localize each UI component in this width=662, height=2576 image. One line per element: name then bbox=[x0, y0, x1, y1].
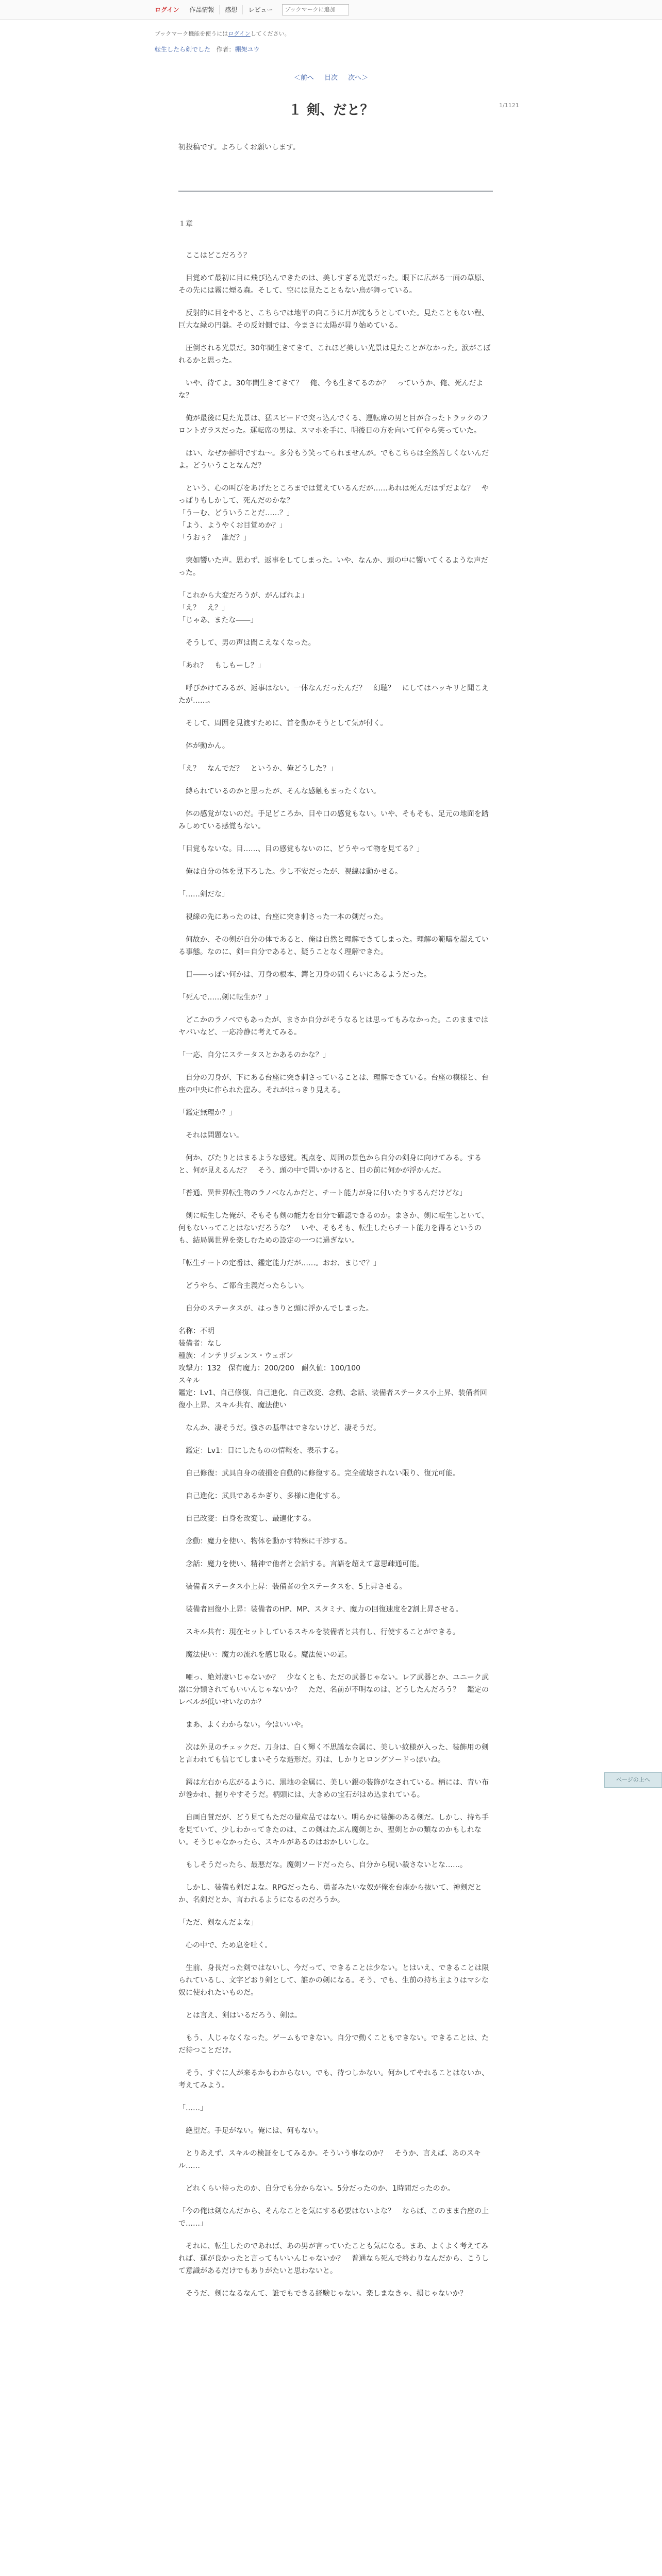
body-paragraph: もう、人じゃなくなった。ゲームもできない。自分で動くこともできない。できることは、ただ待つことだけ。 bbox=[178, 2034, 489, 2055]
body-paragraph: まあ、よくわからない。今はいいや。 bbox=[178, 1721, 308, 1729]
body-paragraph: とりあえず、スキルの検証をしてみるか。そういう事なのか？ そうか、言えば、あのスキル…… bbox=[178, 2149, 481, 2170]
nav-item-review[interactable]: レビュー bbox=[248, 6, 273, 13]
body-paragraph: 「え？ なんでだ？ というか、俺どうした？」 bbox=[178, 765, 337, 773]
body-paragraph: 自画自賛だが、どう見てもただの量産品ではない。明らかに装飾のある剣だ。しかし、持ち手を見ていて、少しわかってきたのは、この剣はたぶん魔剣とか、聖剣とかの類なのかもしれない。そうじゃなかったら、スキルがあるのはおかしいしな。 bbox=[178, 1814, 489, 1846]
bookmark-login-link[interactable]: ログイン bbox=[228, 30, 251, 37]
body-paragraph: 目――っぽい何かは、刀身の根本、鍔と刀身の間くらいにあるようだった。 bbox=[178, 971, 431, 979]
chapter-number: 1/1121 bbox=[499, 102, 519, 109]
main-column bbox=[178, 141, 493, 2300]
body-paragraph: 自己修復：武具自身の破損を自動的に修復する。完全破壊されない限り、復元可能。 bbox=[178, 1469, 460, 1478]
body-paragraph: 「死んで……剣に転生か？」 bbox=[178, 993, 272, 1002]
body-paragraph: 「転生チートの定番は、鑑定能力だが……。おお、まじで？」 bbox=[178, 1259, 380, 1267]
author-label: 作者： bbox=[216, 46, 235, 53]
body-paragraph: どこかのラノベでもあったが、まさか自分がそうなるとは思ってもみなかった。このままではヤバいなど、一応冷静に考えてみる。 bbox=[178, 1016, 488, 1037]
page-top-button[interactable]: ページの上へ bbox=[604, 1772, 662, 1788]
novel-body bbox=[178, 249, 493, 2300]
body-paragraph: それに、転生したのであれば、あの男が言っていたことも気になる。まあ、よくよく考えてみれば、運が良かったと言ってもいいんじゃないか？ 普通なら死んで終わりなんだから、こうして意識があるだけでもありがたいと思わないと。 bbox=[178, 2242, 489, 2275]
body-paragraph: 剣に転生した俺が、そもそも剣の能力を自分で確認できるのか。まさか、剣に転生しといて、何もないってことはないだろうな？ いや、そもそも、転生したらチート能力を得るというのも、結局異世界を楽しむための設定の一つに過ぎない。 bbox=[178, 1212, 489, 1245]
body-paragraph: 反射的に目をやると、こちらでは地平の向こうに月が沈もうとしていた。見たこともない程、巨大な緑の円盤。その反対側では、今まさに太陽が昇り始めている。 bbox=[178, 309, 489, 330]
body-paragraph: 念話：魔力を使い、精神で他者と会話する。言語を超えて意思疎通可能。 bbox=[178, 1560, 424, 1568]
body-paragraph: 魔法使い：魔力の流れを感じ取る。魔法使いの証。 bbox=[178, 1651, 352, 1659]
body-paragraph: しかし、装備も剣だよな。RPGだったら、勇者みたいな奴が俺を台座から抜いて、神剣だとか、名剣だとか、言われるようになるのだろうか。 bbox=[178, 1884, 482, 1904]
body-paragraph: 縛られているのかと思ったが、そんな感触もまったくない。 bbox=[178, 787, 380, 795]
body-paragraph: 圧倒される光景だ。30年間生きてきて、これほど美しい光景は見たことがなかった。涙がこぼれるかと思った。 bbox=[178, 344, 491, 365]
body-paragraph: 「……」 bbox=[178, 2104, 207, 2112]
body-paragraph: 絶望だ。手足がない。俺には、何もない。 bbox=[178, 2127, 323, 2135]
body-paragraph: 何か、ぴたりとはまるような感覚。視点を、周囲の景色から自分の剣身に向けてみる。すると、何が見えるんだ？ そう、頭の中で問いかけると、目の前に何かが浮かんだ。 bbox=[178, 1154, 482, 1175]
body-paragraph: 自分のステータスが、はっきりと頭に浮かんでしまった。 bbox=[178, 1304, 373, 1313]
next-chapter-link[interactable]: 次へ＞ bbox=[348, 74, 369, 82]
login-link[interactable]: ログイン bbox=[155, 6, 179, 13]
body-paragraph: 呼びかけてみるが、返事はない。一体なんだったんだ？ 幻聴？ にしてはハッキリと聞こえたが……。 bbox=[178, 684, 489, 705]
body-paragraph: 「普通、異世界転生物のラノベなんかだと、チート能力が身に付いたりするんだけどな」 bbox=[178, 1189, 467, 1197]
body-paragraph: 「……剣だな」 bbox=[178, 890, 229, 899]
body-paragraph: そうして、男の声は聞こえなくなった。 bbox=[178, 639, 316, 647]
body-paragraph: なんか、凄そうだ。強さの基準はできないけど、凄そうだ。 bbox=[178, 1424, 380, 1432]
body-paragraph: 俺は自分の体を見下ろした。少し不安だったが、視線は動かせる。 bbox=[178, 868, 402, 876]
body-paragraph: 次は外見のチェックだ。刀身は、白く輝く不思議な金属に、美しい紋様が入った、装飾用の剣と言われても信じてしまいそうな造形だ。刃は、しかりとロングソードっぽいね。 bbox=[178, 1743, 489, 1764]
body-paragraph: ここはどこだろう？ bbox=[178, 251, 251, 260]
body-paragraph: 自己進化：武具であるかぎり、多様に進化する。 bbox=[178, 1492, 344, 1500]
body-paragraph: 「これから大変だろうが、がんばれよ」 「え？ え？」 「じゃあ、またな――」 bbox=[178, 591, 308, 624]
body-paragraph: 体の感覚がないのだ。手足どころか、目や口の感覚もない。いや、そもそも、足元の地面を踏みしめている感覚もない。 bbox=[178, 810, 489, 831]
body-paragraph: 目覚めて最初に目に飛び込んできたのは、美しすぎる光景だった。眼下に広がる一面の草原、その先には霧に煙る森。そして、空には見たこともない鳥が舞っている。 bbox=[178, 274, 489, 295]
preface-text: 初投稿です。よろしくお願いします。 bbox=[178, 143, 300, 151]
body-paragraph: 唖っ、絶対凄いじゃないか？ 少なくとも、ただの武器じゃない。レア武器とか、ユニーク武器に分類されてもいいんじゃないか？ ただ、名前が不明なのは、どうしたんだろう？ 鑑定のレベルが低いせいなのか？ bbox=[178, 1673, 489, 1706]
body-paragraph: 何故か、その剣が自分の体であると、俺は自然と理解できてしまった。理解の範疇を超えている事態。なのに、剣＝自分であると、疑うことなく理解できた。 bbox=[178, 936, 489, 956]
body-paragraph: それは問題ない。 bbox=[178, 1131, 243, 1140]
body-paragraph: 自分の刀身が、下にある台座に突き刺さっていることは、理解できている。台座の模様と、台座の中央に作られた窪み。それがはっきり見える。 bbox=[178, 1074, 489, 1094]
body-paragraph: 視線の先にあったのは、台座に突き刺さった一本の剣だった。 bbox=[178, 913, 388, 921]
body-paragraph: 「ただ、剣なんだよな」 bbox=[178, 1919, 258, 1927]
body-paragraph: スキル共有：現在セットしているスキルを装備者と共有し、行使することができる。 bbox=[178, 1628, 460, 1636]
bookmark-note bbox=[155, 29, 662, 38]
header-area bbox=[0, 20, 662, 54]
body-paragraph: はい、なぜか鮮明ですね～。多分もう笑ってられませんが。でもこちらは全然苦しくないんだよ。どういうことなんだ？ bbox=[178, 449, 489, 470]
body-paragraph: 自己改変：自身を改変し、最適化する。 bbox=[178, 1515, 316, 1523]
prev-chapter-link[interactable]: ＜前へ bbox=[293, 74, 314, 82]
body-paragraph: 「あれ？ もしもーし？」 bbox=[178, 662, 265, 670]
body-paragraph: 装備者ステータス小上昇：装備者の全ステータスを、5上昇させる。 bbox=[178, 1583, 407, 1591]
body-paragraph: どれくらい待ったのか、自分でも分からない。5分だったのか、1時間だったのか。 bbox=[178, 2184, 455, 2193]
bookmark-note-prefix: ブックマーク機能を使うには bbox=[155, 30, 228, 37]
body-paragraph: 「目覚もないな。目……、目の感覚もないのに、どうやって物を見てる？」 bbox=[178, 845, 424, 853]
top-navigation-bar bbox=[0, 0, 662, 20]
body-paragraph: 「今の俺は剣なんだから、そんなことを気にする必要はないよな？ ならば、このまま台座の上で……」 bbox=[178, 2207, 489, 2228]
body-paragraph: 装備者回復小上昇：装備者のHP、MP、スタミナ、魔力の回復速度を2割上昇させる。 bbox=[178, 1605, 463, 1614]
section-label: １章 bbox=[178, 220, 193, 228]
body-paragraph: どうやら、ご都合主義だったらしい。 bbox=[178, 1282, 308, 1290]
breadcrumb bbox=[155, 45, 662, 54]
nav-item-work-info[interactable]: 作品情報 bbox=[184, 5, 220, 14]
body-paragraph: 突如響いた声。思わず、返事をしてしまった。いや、なんか、頭の中に響いてくるような声だった。 bbox=[178, 556, 488, 577]
body-paragraph: 名称：不明 装備者：なし 種族：インテリジェンス・ウェポン 攻撃力：132 保有魔力：200/200 耐久値：100/100 スキル 鑑定：Lv1、自己修復、自己進化、自己改変、念動、念話、装備者ステータス小上昇、装備者回復小上昇、スキル共有、魔法使い bbox=[178, 1327, 487, 1410]
nav-item-impressions[interactable]: 感想 bbox=[220, 5, 243, 14]
body-paragraph: 体が動かん。 bbox=[178, 742, 229, 750]
story-title: １ 剣、だと？ bbox=[288, 103, 374, 118]
author-name-link[interactable]: 棚架ユウ bbox=[235, 46, 260, 53]
body-paragraph: そうだ、剣になるなんて、誰でもできる経験じゃない。楽しまなきゃ、損じゃないか？ bbox=[178, 2290, 467, 2298]
body-paragraph: 生前、身長だった剣ではないし、今だって、できることは少ない。とはいえ、できることは限られているし、文字どおり剣として、誰かの剣になる。そう、でも、生前の持ち主よりはマシな奴に使われたいものだ。 bbox=[178, 1964, 489, 1997]
body-paragraph: 鍔は左右から広がるように、黒地の金属に、美しい銀の装飾がなされている。柄には、青い布が巻かれ、握りやすそうだ。柄頭には、大きめの宝石がはめ込まれている。 bbox=[178, 1778, 489, 1799]
table-of-contents-link[interactable]: 目次 bbox=[324, 74, 338, 82]
body-paragraph: もしそうだったら、最悪だな。魔剣ソードだったら、自分から呪い殺さないとな……。 bbox=[178, 1861, 467, 1869]
body-paragraph: 俺が最後に見た光景は、猛スピードで突っ込んでくる、運転席の男と目が合ったトラックのフロントガラスだった。運転席の男は、スマホを手に、明後日の方を向いて何やら笑っていた。 bbox=[178, 414, 489, 435]
body-paragraph: そして、周囲を見渡すために、首を動かそうとして気が付く。 bbox=[178, 719, 388, 727]
bookmark-note-suffix: してください。 bbox=[250, 30, 290, 37]
body-paragraph: とは言え、剣はいるだろう、剣は。 bbox=[178, 2011, 302, 2020]
body-paragraph: 心の中で、ため息を吐く。 bbox=[178, 1941, 272, 1950]
body-paragraph: 鑑定：Lv1：目にしたものの情報を、表示する。 bbox=[178, 1447, 343, 1455]
body-paragraph: そう、すぐに人が来るかもわからない。でも、待つしかない。何かしてやれることはないか、考えてみよう。 bbox=[178, 2069, 489, 2090]
body-paragraph: 「鑑定無理か？」 bbox=[178, 1109, 236, 1117]
body-paragraph: 念動：魔力を使い、物体を動かす特殊に干渉する。 bbox=[178, 1537, 352, 1546]
series-title-link[interactable]: 転生したら剣でした bbox=[155, 46, 211, 53]
bookmark-input[interactable] bbox=[282, 4, 349, 15]
body-paragraph: という、心の叫びをあげたところまでは覚えているんだが……あれは死んだはずだよな？ やっぱりもしかして、死んだのかな？ 「うーむ、どういうことだ……？」 「よう、ようやくお目覚めか？」 「うおぅ？ 誰だ？」 bbox=[178, 484, 489, 542]
body-paragraph: 「一応、自分にステータスとかあるのかな？」 bbox=[178, 1051, 330, 1059]
divider bbox=[178, 191, 493, 192]
breadcrumb-separator bbox=[212, 46, 214, 53]
chapter-pager bbox=[0, 72, 662, 82]
body-paragraph: いや、待てよ。30年間生きてきて？ 俺、今も生きてるのか？ っていうか、俺、死んだよな？ bbox=[178, 379, 484, 400]
